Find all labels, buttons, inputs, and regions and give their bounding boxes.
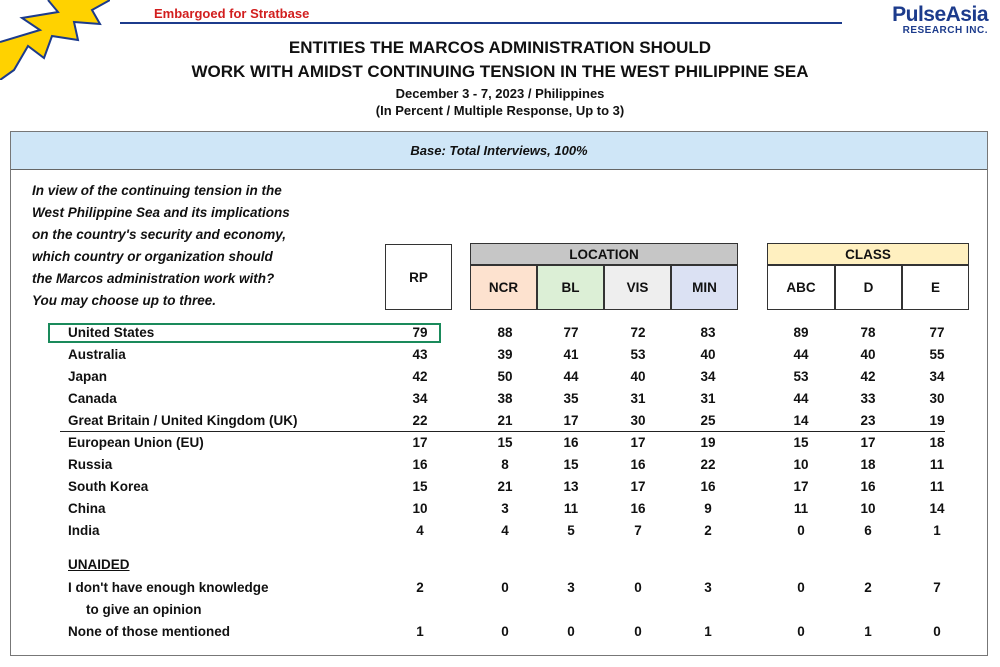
cell-value: 17 [412, 435, 428, 450]
cell-value: 42 [412, 369, 428, 384]
row-label: Australia [68, 347, 126, 362]
unaided-heading: UNAIDED [68, 557, 130, 572]
cell-value: 44 [793, 347, 809, 362]
cell-value: 8 [501, 457, 509, 472]
cell-value: 0 [634, 580, 642, 595]
cell-value: 11 [563, 501, 579, 516]
cell-value: 5 [567, 523, 575, 538]
cell-value: 38 [497, 391, 513, 406]
cell-value: 11 [793, 501, 809, 516]
cell-value: 15 [412, 479, 428, 494]
col-header-d: D [835, 265, 902, 310]
cell-value: 15 [793, 435, 809, 450]
cell-value: 0 [501, 580, 509, 595]
cell-value: 3 [501, 501, 509, 516]
pulse-asia-logo [848, 4, 988, 36]
row-label: European Union (EU) [68, 435, 204, 450]
cell-value: 0 [797, 523, 805, 538]
table-row [0, 498, 1000, 520]
cell-value: 53 [630, 347, 646, 362]
cell-value: 6 [864, 523, 872, 538]
table-row [0, 432, 1000, 454]
col-header-ncr: NCR [470, 265, 537, 310]
cell-value: 50 [497, 369, 513, 384]
cell-value: 16 [412, 457, 428, 472]
cell-value: 30 [630, 413, 646, 428]
cell-value: 89 [793, 325, 809, 340]
cell-value: 40 [700, 347, 716, 362]
cell-value: 19 [929, 413, 945, 428]
cell-value: 35 [563, 391, 579, 406]
cell-value: 0 [933, 624, 941, 639]
cell-value: 53 [793, 369, 809, 384]
cell-value: 7 [933, 580, 941, 595]
cell-value: 25 [700, 413, 716, 428]
table-row-continuation [0, 599, 1000, 621]
cell-value: 17 [860, 435, 876, 450]
row-label: Canada [68, 391, 117, 406]
cell-value: 18 [860, 457, 876, 472]
cell-value: 1 [704, 624, 712, 639]
table-row [0, 577, 1000, 599]
row-label: China [68, 501, 106, 516]
cell-value: 16 [563, 435, 579, 450]
cell-value: 22 [700, 457, 716, 472]
row-label: Great Britain / United Kingdom (UK) [68, 413, 298, 428]
cell-value: 11 [929, 457, 945, 472]
cell-value: 16 [700, 479, 716, 494]
base-banner: Base: Total Interviews, 100% [11, 132, 987, 170]
cell-value: 88 [497, 325, 513, 340]
question-line: on the country's security and economy, [32, 227, 287, 242]
logo-main-text: PulseAsia [892, 3, 988, 26]
col-header-abc: ABC [767, 265, 835, 310]
table-row [0, 476, 1000, 498]
cell-value: 11 [929, 479, 945, 494]
cell-value: 17 [793, 479, 809, 494]
cell-value: 4 [501, 523, 509, 538]
cell-value: 15 [497, 435, 513, 450]
cell-value: 39 [497, 347, 513, 362]
table-row [0, 410, 1000, 432]
table-row [0, 388, 1000, 410]
cell-value: 13 [563, 479, 579, 494]
table-row [0, 454, 1000, 476]
col-header-min: MIN [671, 265, 738, 310]
row-label: United States [68, 325, 155, 340]
cell-value: 83 [700, 325, 716, 340]
cell-value: 18 [929, 435, 945, 450]
cell-value: 15 [563, 457, 579, 472]
col-header-rp: RP [385, 244, 452, 310]
row-label: Russia [68, 457, 113, 472]
survey-note: (In Percent / Multiple Response, Up to 3) [375, 103, 625, 118]
cell-value: 31 [630, 391, 646, 406]
cell-value: 19 [700, 435, 716, 450]
cell-value: 17 [563, 413, 579, 428]
table-row [0, 366, 1000, 388]
cell-value: 0 [797, 580, 805, 595]
cell-value: 79 [412, 325, 428, 340]
cell-value: 34 [700, 369, 716, 384]
survey-question [32, 180, 382, 312]
cell-value: 77 [563, 325, 579, 340]
cell-value: 22 [412, 413, 428, 428]
cell-value: 44 [563, 369, 579, 384]
title-line-2: WORK WITH AMIDST CONTINUING TENSION IN THE WEST PHILIPPINE SEA [191, 62, 809, 81]
table-row [0, 322, 1000, 344]
cell-value: 2 [704, 523, 712, 538]
cell-value: 4 [416, 523, 424, 538]
cell-value: 77 [929, 325, 945, 340]
title-line-1: ENTITIES THE MARCOS ADMINISTRATION SHOULD [288, 38, 712, 57]
cell-value: 33 [860, 391, 876, 406]
cell-value: 72 [630, 325, 646, 340]
cell-value: 16 [630, 501, 646, 516]
cell-value: 34 [412, 391, 428, 406]
cell-value: 78 [860, 325, 876, 340]
cell-value: 30 [929, 391, 945, 406]
row-label: Japan [68, 369, 108, 384]
cell-value: 0 [634, 624, 642, 639]
col-header-e: E [902, 265, 969, 310]
table-row [0, 344, 1000, 366]
cell-value: 23 [860, 413, 876, 428]
cell-value: 0 [501, 624, 509, 639]
cell-value: 44 [793, 391, 809, 406]
cell-value: 10 [860, 501, 876, 516]
table-row [0, 520, 1000, 542]
cell-value: 1 [864, 624, 872, 639]
cell-value: 1 [933, 523, 941, 538]
logo-sub-text: RESEARCH INC. [902, 25, 988, 36]
cell-value: 16 [860, 479, 876, 494]
cell-value: 17 [630, 479, 646, 494]
cell-value: 16 [630, 457, 646, 472]
cell-value: 10 [412, 501, 428, 516]
cell-value: 10 [793, 457, 809, 472]
table-row [0, 621, 1000, 643]
cell-value: 40 [630, 369, 646, 384]
survey-date: December 3 - 7, 2023 / Philippines [395, 86, 605, 101]
cell-value: 2 [864, 580, 872, 595]
cell-value: 55 [929, 347, 945, 362]
cell-value: 43 [412, 347, 428, 362]
cell-value: 0 [567, 624, 575, 639]
question-line: the Marcos administration work with? [32, 271, 275, 286]
cell-value: 1 [416, 624, 424, 639]
cell-value: 14 [929, 501, 945, 516]
cell-value: 9 [704, 501, 712, 516]
cell-value: 7 [634, 523, 642, 538]
row-label: None of those mentioned [68, 624, 230, 639]
cell-value: 21 [497, 413, 513, 428]
col-header-vis: VIS [604, 265, 671, 310]
cell-value: 40 [860, 347, 876, 362]
cell-value: 17 [630, 435, 646, 450]
cell-value: 34 [929, 369, 945, 384]
row-label: India [68, 523, 100, 538]
question-line: which country or organization should [32, 249, 273, 264]
question-line: In view of the continuing tension in the [32, 183, 282, 198]
row-label: South Korea [68, 479, 149, 494]
cell-value: 21 [497, 479, 513, 494]
question-line: West Philippine Sea and its implications [32, 205, 290, 220]
row-label: to give an opinion [86, 602, 202, 617]
cell-value: 3 [704, 580, 712, 595]
cell-value: 2 [416, 580, 424, 595]
col-header-bl: BL [537, 265, 604, 310]
embargo-notice: Embargoed for Stratbase [154, 6, 310, 21]
header-rule [120, 22, 842, 24]
row-label: I don't have enough knowledge [68, 580, 269, 595]
group-header-location: LOCATION [470, 243, 738, 265]
cell-value: 41 [563, 347, 579, 362]
cell-value: 3 [567, 580, 575, 595]
cell-value: 14 [793, 413, 809, 428]
question-line: You may choose up to three. [32, 293, 217, 308]
cell-value: 31 [700, 391, 716, 406]
cell-value: 42 [860, 369, 876, 384]
cell-value: 0 [797, 624, 805, 639]
group-header-class: CLASS [767, 243, 969, 265]
